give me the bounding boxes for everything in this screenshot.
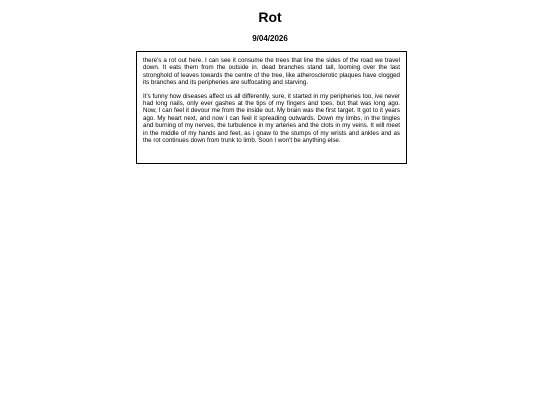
post-date: 9/04/2026 [252,34,288,43]
entry-text-box [136,51,407,164]
paragraph-2: It's funny how diseases affect us all differently. sure, it started in my peripheries too, ive never had long nails, only ever gashes at the tips of my fingers and toes, but that was long ago. Now, I can feel it devour me from the inside out. My brain was the first target. It got to it years ago. My heart next, and now I can feel it spreading outwards. Down my limbs, in the tingles and burning of my nerves, the turbulence in my arteries and the clots in my veins. It will meet in the middle of my hands and feet, as i gnaw to the stumps of my wrists and ankles and as the rot continues down from trunk to limb. Soon I won't be anything else. [143,92,400,145]
paragraph-1: there's a rot out here. I can see it consume the trees that line the sides of the road we travel down. It eats them from the outside in. dead branches stand tall, looming over the last stronghold of leaves towards the centre of the tree, like atherosclerotic plaques have clogged its branches and its peripheries are suffocating and starving. [143,57,400,87]
page-title: Rot [258,9,282,25]
